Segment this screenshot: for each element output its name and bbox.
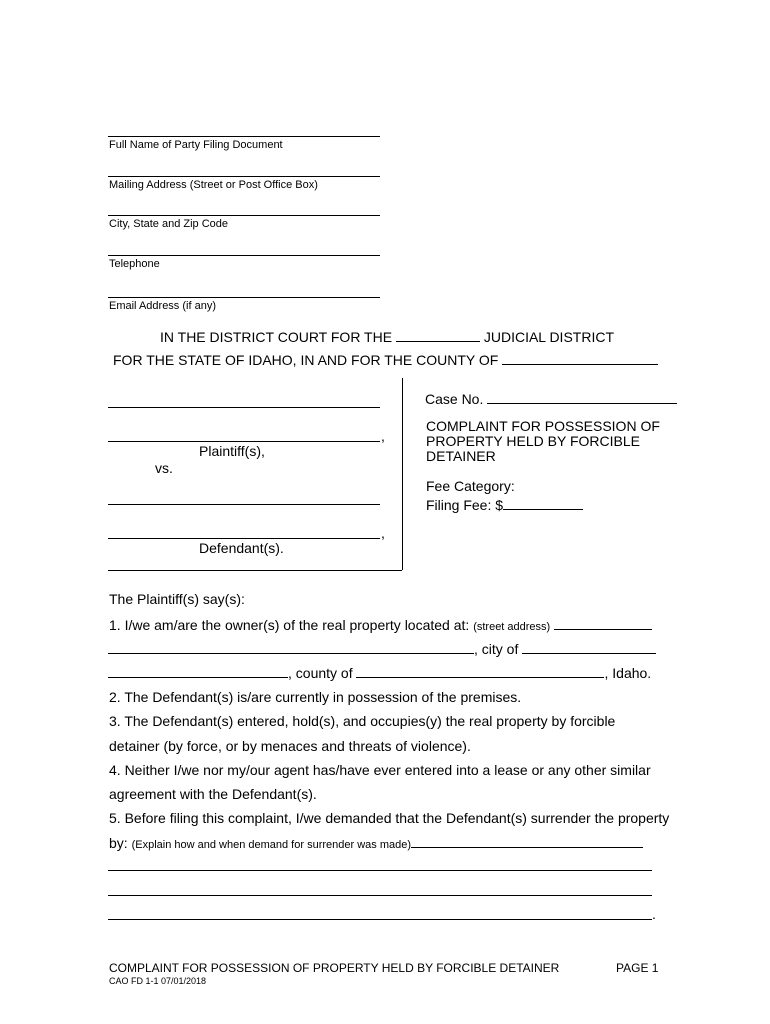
- filing-fee-row: [426, 497, 583, 513]
- demand-field-2[interactable]: [108, 870, 652, 871]
- city-line[interactable]: [108, 215, 380, 216]
- document-title-line2: PROPERTY HELD BY FORCIBLE: [426, 433, 640, 449]
- item-1-text: 1. I/we am/are the owner(s) of the real property located at:: [109, 617, 470, 633]
- document-title-line1: COMPLAINT FOR POSSESSION OF: [426, 418, 660, 434]
- court-header-line1: [160, 329, 614, 345]
- filing-fee-field[interactable]: [503, 509, 583, 510]
- plaintiff-comma: ,: [381, 428, 385, 444]
- item-3-line1: 3. The Defendant(s) entered, hold(s), and occupies(y) the real property by forcible: [109, 713, 616, 729]
- city-of-label: , city of: [474, 641, 519, 657]
- phone-label: Telephone: [109, 258, 160, 270]
- item-5-by-row: [109, 835, 643, 851]
- city-field-2[interactable]: [108, 677, 288, 678]
- item-2: 2. The Defendant(s) is/are currently in possession of the premises.: [109, 689, 522, 705]
- judicial-district-field[interactable]: [396, 341, 480, 342]
- case-number-label: Case No.: [425, 391, 484, 407]
- defendant-comma: ,: [381, 525, 385, 541]
- email-line[interactable]: [108, 297, 380, 298]
- address-label: Mailing Address (Street or Post Office Box): [109, 179, 318, 191]
- item-3-line2: detainer (by force, or by menaces and threats of violence).: [109, 738, 471, 754]
- email-label: Email Address (if any): [109, 300, 216, 312]
- county-field-body[interactable]: [356, 677, 604, 678]
- caption-bottom-divider: [108, 570, 402, 571]
- document-title: [426, 419, 660, 464]
- county-header-prefix: FOR THE STATE OF IDAHO, IN AND FOR THE COUNTY OF: [113, 352, 499, 368]
- county-of-label: , county of: [288, 665, 353, 681]
- demand-field-3[interactable]: [108, 895, 652, 896]
- case-number-field[interactable]: [487, 403, 677, 404]
- street-address-field[interactable]: [554, 629, 652, 630]
- item-4-line1: 4. Neither I/we nor my/our agent has/have ever entered into a lease or any other similar: [109, 762, 651, 778]
- plaintiff-line-2[interactable]: [108, 441, 380, 442]
- vs-label: vs.: [155, 460, 173, 476]
- complaint-intro: The Plaintiff(s) say(s):: [109, 591, 245, 607]
- item-5-by-label: by:: [109, 835, 128, 851]
- address-line[interactable]: [108, 176, 380, 177]
- document-title-line3: DETAINER: [426, 448, 496, 464]
- phone-line[interactable]: [108, 255, 380, 256]
- item-5-hint: (Explain how and when demand for surrender was made): [131, 839, 412, 851]
- filing-fee-label: Filing Fee: $: [426, 497, 504, 513]
- court-header-suffix: JUDICIAL DISTRICT: [483, 329, 614, 345]
- fee-category-label: Fee Category:: [426, 478, 515, 494]
- demand-period: .: [652, 906, 656, 922]
- footer-page-number: PAGE 1: [616, 961, 659, 975]
- item-1-hint: (street address): [473, 621, 551, 633]
- item-1-row: [109, 617, 652, 633]
- defendant-line-1[interactable]: [108, 504, 380, 505]
- street-address-field-2[interactable]: [108, 653, 474, 654]
- case-number-row: [425, 391, 677, 407]
- defendant-label: Defendant(s).: [199, 540, 284, 556]
- city-row: [108, 641, 656, 657]
- plaintiff-label: Plaintiff(s),: [199, 443, 265, 459]
- idaho-label: , Idaho.: [604, 665, 652, 681]
- item-5-line1: 5. Before filing this complaint, I/we demanded that the Defendant(s) surrender the property: [109, 810, 670, 826]
- county-row: [108, 665, 651, 681]
- court-header-prefix: IN THE DISTRICT COURT FOR THE: [160, 329, 393, 345]
- demand-field-1[interactable]: [411, 847, 643, 848]
- city-label: City, State and Zip Code: [109, 218, 229, 230]
- name-line[interactable]: [108, 136, 380, 137]
- footer-form-code: CAO FD 1-1 07/01/2018: [109, 976, 207, 986]
- defendant-line-2[interactable]: [108, 538, 380, 539]
- demand-field-4[interactable]: [108, 919, 652, 920]
- plaintiff-line-1[interactable]: [108, 407, 380, 408]
- item-4-line2: agreement with the Defendant(s).: [109, 786, 317, 802]
- court-header-line2: [113, 352, 658, 368]
- name-label: Full Name of Party Filing Document: [109, 139, 283, 151]
- footer-title: COMPLAINT FOR POSSESSION OF PROPERTY HELD BY FORCIBLE DETAINER: [109, 961, 560, 975]
- county-field[interactable]: [502, 364, 658, 365]
- caption-vertical-divider: [402, 378, 403, 570]
- city-field[interactable]: [522, 653, 656, 654]
